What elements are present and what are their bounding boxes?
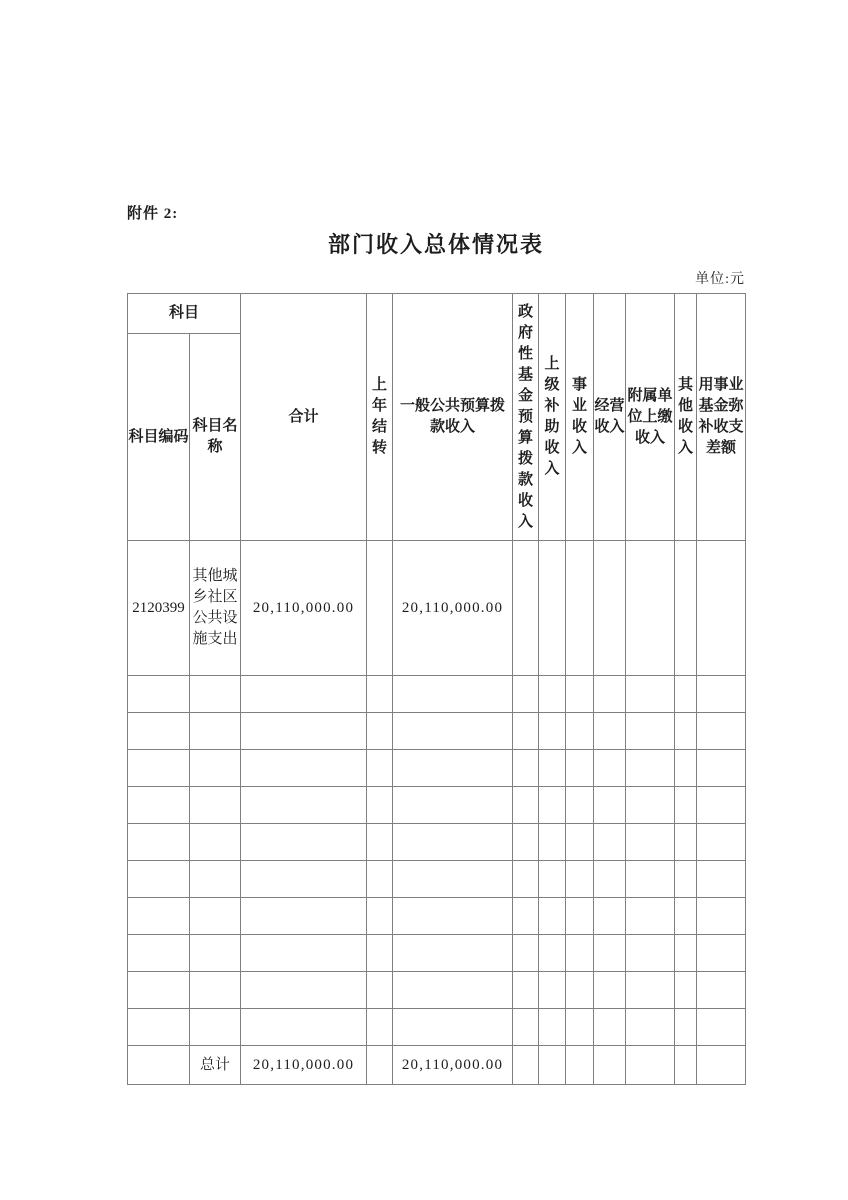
total-row: [128, 1046, 746, 1085]
empty-cell: [675, 676, 697, 713]
empty-cell: [190, 676, 241, 713]
header-subject-code: 科目编码: [128, 334, 190, 541]
empty-row: [128, 935, 746, 972]
empty-cell: [697, 787, 746, 824]
empty-cell: [241, 861, 367, 898]
empty-row: [128, 861, 746, 898]
empty-cell: [626, 713, 675, 750]
empty-cell: [626, 676, 675, 713]
empty-cell: [594, 972, 626, 1009]
cell-affiliated-unit-income: [626, 541, 675, 676]
header-other-income: 其他收入: [675, 294, 697, 541]
header-affiliated-unit-income: 附属单位上缴收入: [626, 294, 675, 541]
empty-cell: [675, 750, 697, 787]
empty-cell: [513, 935, 539, 972]
empty-cell: [367, 898, 393, 935]
empty-cell: [241, 787, 367, 824]
empty-cell: [697, 713, 746, 750]
empty-cell: [367, 1009, 393, 1046]
empty-cell: [566, 713, 594, 750]
header-operating-income: 经营收入: [594, 294, 626, 541]
empty-cell: [393, 787, 513, 824]
cell-superior-subsidy-income: [539, 541, 566, 676]
empty-cell: [539, 1009, 566, 1046]
empty-cell: [594, 713, 626, 750]
empty-cell: [190, 1009, 241, 1046]
empty-row: [128, 1009, 746, 1046]
empty-cell: [675, 824, 697, 861]
header-fund-balance-offset: 用事业基金弥补收支差额: [697, 294, 746, 541]
empty-row: [128, 972, 746, 1009]
empty-cell: [393, 935, 513, 972]
empty-row: [128, 824, 746, 861]
empty-cell: [675, 898, 697, 935]
empty-cell: [566, 898, 594, 935]
empty-cell: [190, 824, 241, 861]
empty-cell: [128, 935, 190, 972]
cell-total-operating-income: [594, 1046, 626, 1085]
empty-cell: [626, 861, 675, 898]
empty-cell: [539, 861, 566, 898]
empty-cell: [675, 713, 697, 750]
empty-cell: [241, 713, 367, 750]
empty-cell: [393, 750, 513, 787]
header-carryover-last-year: 上年结转: [367, 294, 393, 541]
empty-cell: [697, 972, 746, 1009]
empty-cell: [190, 861, 241, 898]
cell-total-code: [128, 1046, 190, 1085]
empty-cell: [393, 861, 513, 898]
empty-cell: [128, 824, 190, 861]
header-total: 合计: [241, 294, 367, 541]
empty-cell: [626, 935, 675, 972]
header-row-1: [128, 294, 746, 334]
cell-total-sum: 20,110,000.00: [241, 1046, 367, 1085]
empty-cell: [566, 935, 594, 972]
empty-cell: [566, 676, 594, 713]
empty-cell: [626, 1009, 675, 1046]
cell-carryover-last-year: [367, 541, 393, 676]
empty-cell: [513, 972, 539, 1009]
empty-cell: [367, 676, 393, 713]
empty-cell: [190, 935, 241, 972]
cell-total-carryover-last-year: [367, 1046, 393, 1085]
empty-cell: [367, 824, 393, 861]
table-row: [128, 541, 746, 676]
empty-cell: [367, 750, 393, 787]
empty-cell: [190, 713, 241, 750]
empty-cell: [539, 676, 566, 713]
empty-cell: [566, 824, 594, 861]
cell-total-gov-fund-budget-income: [513, 1046, 539, 1085]
empty-cell: [367, 713, 393, 750]
empty-cell: [128, 972, 190, 1009]
empty-cell: [513, 861, 539, 898]
empty-cell: [626, 898, 675, 935]
empty-cell: [566, 861, 594, 898]
empty-cell: [241, 935, 367, 972]
empty-cell: [697, 898, 746, 935]
empty-cell: [367, 935, 393, 972]
empty-cell: [697, 861, 746, 898]
empty-cell: [128, 1009, 190, 1046]
empty-cell: [594, 861, 626, 898]
empty-cell: [566, 1009, 594, 1046]
header-subject: 科目: [128, 294, 241, 334]
empty-cell: [513, 713, 539, 750]
empty-cell: [566, 787, 594, 824]
cell-total-fund-balance-offset: [697, 1046, 746, 1085]
empty-cell: [128, 713, 190, 750]
page-title: 部门收入总体情况表: [327, 232, 544, 257]
empty-cell: [675, 861, 697, 898]
cell-total-superior-subsidy-income: [539, 1046, 566, 1085]
empty-cell: [539, 972, 566, 1009]
empty-cell: [539, 787, 566, 824]
empty-cell: [393, 676, 513, 713]
cell-total-institutional-income: [566, 1046, 594, 1085]
empty-cell: [241, 676, 367, 713]
empty-row: [128, 750, 746, 787]
empty-cell: [367, 787, 393, 824]
empty-cell: [697, 750, 746, 787]
cell-institutional-income: [566, 541, 594, 676]
empty-cell: [539, 713, 566, 750]
cell-total-affiliated-unit-income: [626, 1046, 675, 1085]
empty-row: [128, 713, 746, 750]
empty-row: [128, 898, 746, 935]
empty-cell: [675, 935, 697, 972]
attachment-label: 附件 2:: [127, 206, 179, 222]
cell-total-label: 总计: [190, 1046, 241, 1085]
empty-cell: [594, 1009, 626, 1046]
empty-cell: [241, 898, 367, 935]
header-subject-name: 科目名称: [190, 334, 241, 541]
empty-cell: [697, 1009, 746, 1046]
empty-cell: [513, 676, 539, 713]
empty-cell: [539, 824, 566, 861]
empty-cell: [128, 676, 190, 713]
empty-cell: [594, 898, 626, 935]
empty-cell: [626, 972, 675, 1009]
empty-cell: [128, 898, 190, 935]
empty-cell: [594, 824, 626, 861]
header-general-public-budget-income: 一般公共预算拨款收入: [393, 294, 513, 541]
empty-cell: [241, 1009, 367, 1046]
empty-cell: [566, 750, 594, 787]
empty-cell: [539, 750, 566, 787]
income-overview-table: [127, 293, 746, 1085]
header-gov-fund-budget-income: 政府性基金预算拨款收入: [513, 294, 539, 541]
empty-cell: [128, 861, 190, 898]
empty-cell: [393, 972, 513, 1009]
cell-general-public-budget-income: 20,110,000.00: [393, 541, 513, 676]
empty-cell: [393, 824, 513, 861]
empty-cell: [697, 676, 746, 713]
cell-total: 20,110,000.00: [241, 541, 367, 676]
empty-cell: [128, 787, 190, 824]
cell-gov-fund-budget-income: [513, 541, 539, 676]
empty-cell: [513, 1009, 539, 1046]
empty-cell: [190, 787, 241, 824]
empty-cell: [594, 935, 626, 972]
empty-cell: [594, 750, 626, 787]
unit-label: 单位:元: [695, 272, 745, 287]
empty-cell: [190, 972, 241, 1009]
empty-cell: [513, 824, 539, 861]
empty-cell: [675, 1009, 697, 1046]
empty-cell: [241, 750, 367, 787]
empty-cell: [675, 972, 697, 1009]
empty-cell: [697, 824, 746, 861]
empty-cell: [675, 787, 697, 824]
cell-total-other-income: [675, 1046, 697, 1085]
header-superior-subsidy-income: 上级补助收入: [539, 294, 566, 541]
empty-cell: [190, 898, 241, 935]
empty-cell: [241, 824, 367, 861]
empty-cell: [539, 898, 566, 935]
header-institutional-income: 事业收入: [566, 294, 594, 541]
empty-cell: [626, 824, 675, 861]
cell-subject-code: 2120399: [128, 541, 190, 676]
empty-cell: [513, 898, 539, 935]
empty-row: [128, 787, 746, 824]
empty-cell: [393, 1009, 513, 1046]
cell-fund-balance-offset: [697, 541, 746, 676]
cell-total-general-public-budget-income: 20,110,000.00: [393, 1046, 513, 1085]
empty-cell: [626, 787, 675, 824]
empty-cell: [393, 713, 513, 750]
empty-row: [128, 676, 746, 713]
empty-cell: [241, 972, 367, 1009]
empty-cell: [594, 787, 626, 824]
empty-cell: [594, 676, 626, 713]
empty-cell: [367, 861, 393, 898]
empty-cell: [393, 898, 513, 935]
empty-cell: [539, 935, 566, 972]
empty-cell: [513, 750, 539, 787]
empty-cell: [566, 972, 594, 1009]
empty-cell: [626, 750, 675, 787]
cell-operating-income: [594, 541, 626, 676]
empty-cell: [697, 935, 746, 972]
empty-cell: [128, 750, 190, 787]
empty-cell: [513, 787, 539, 824]
empty-cell: [190, 750, 241, 787]
cell-other-income: [675, 541, 697, 676]
cell-subject-name: 其他城乡社区公共设施支出: [190, 541, 241, 676]
empty-cell: [367, 972, 393, 1009]
